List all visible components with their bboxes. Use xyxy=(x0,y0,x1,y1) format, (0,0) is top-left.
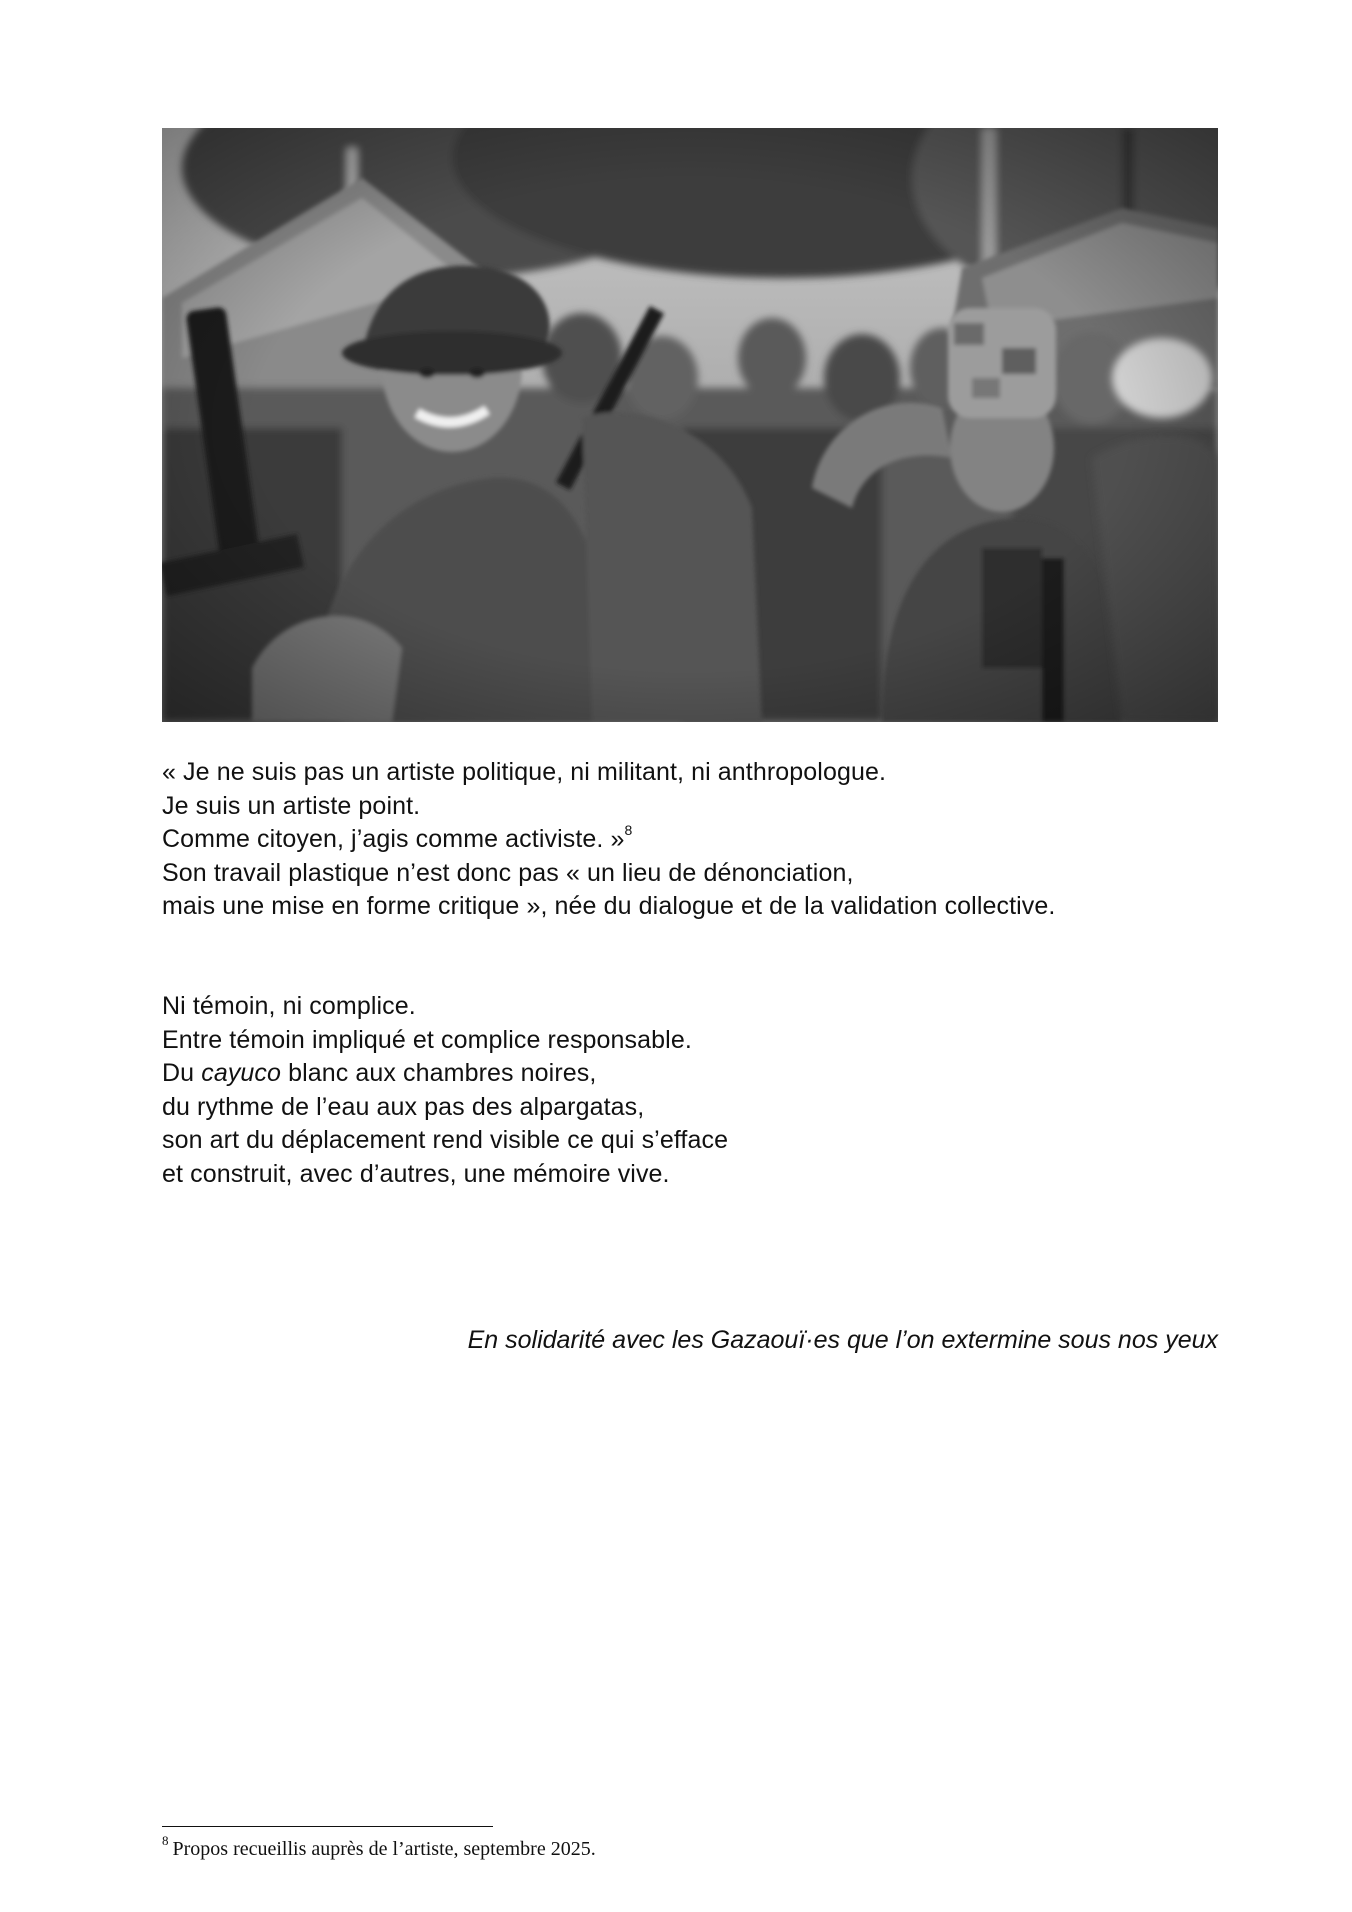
photo-guerrilla-fighters-icon xyxy=(162,128,1218,722)
photograph xyxy=(162,128,1218,722)
poem-line: du rythme de l’eau aux pas des alpargatas, xyxy=(162,1092,645,1121)
footnote-reference[interactable]: 8 xyxy=(624,821,633,838)
poem-line: Entre témoin impliqué et complice responsable. xyxy=(162,1025,692,1054)
footnote xyxy=(162,1833,596,1861)
quote-line: « Je ne suis pas un artiste politique, ni militant, ni anthropologue. xyxy=(162,758,887,786)
poem-line-text: blanc aux chambres noires, xyxy=(281,1059,597,1087)
poem-line: son art du déplacement rend visible ce qui s’efface xyxy=(162,1126,729,1154)
poem-line-text: Du xyxy=(162,1059,202,1087)
poem-line: et construit, avec d’autres, une mémoire vive. xyxy=(162,1159,670,1188)
quote-line xyxy=(162,823,1055,857)
dedication: En solidarité avec les Gazaouï·es que l’on extermine sous nos yeux xyxy=(467,1326,1218,1354)
quote-line-text: Comme citoyen, j’agis comme activiste. » xyxy=(162,825,625,853)
poem-line xyxy=(162,1057,728,1091)
poem-block xyxy=(162,990,728,1191)
quote-line: Je suis un artiste point. xyxy=(162,791,421,820)
poem-italic-word: cayuco xyxy=(201,1059,282,1087)
quote-line: Son travail plastique n’est donc pas « un lieu de dénonciation, xyxy=(162,858,854,887)
quote-line: mais une mise en forme critique », née du dialogue et de la validation collective. xyxy=(162,892,1056,920)
footnote-separator xyxy=(162,1826,493,1827)
footnote-number: 8 xyxy=(162,1833,169,1849)
footnote-text: Propos recueillis auprès de l’artiste, septembre 2025. xyxy=(172,1838,596,1860)
poem-line: Ni témoin, ni complice. xyxy=(162,992,416,1020)
quote-block xyxy=(162,756,1055,924)
